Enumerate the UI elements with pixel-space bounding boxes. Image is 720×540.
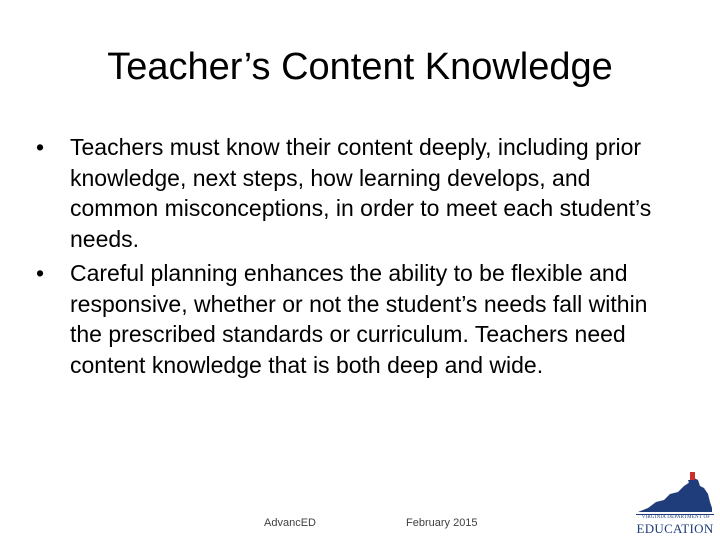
bullet-text: Careful planning enhances the ability to be flexible and responsive, whether or not the student’s needs fall within the prescribed standards or curriculum. Teachers need content knowledge that is both deep and wide.	[70, 260, 648, 378]
footer-organization: AdvancED	[264, 517, 316, 529]
bullet-marker: •	[36, 134, 45, 160]
footer-date: February 2015	[406, 517, 478, 529]
bullet-marker: •	[36, 260, 45, 286]
bullet-text: Teachers must know their content deeply, including prior knowledge, next steps, how learning develops, and common misconceptions, in order to meet each student’s needs.	[70, 134, 652, 252]
logo-education-text: EDUCATION	[636, 521, 714, 536]
bullet-item	[36, 258, 676, 380]
slide-title: Teacher’s Content Knowledge	[107, 46, 613, 88]
state-outline-icon	[634, 472, 716, 518]
logo-department-text: VIRGINIA DEPARTMENT OF	[641, 515, 711, 520]
bullet-list	[36, 132, 676, 384]
bullet-item	[36, 132, 676, 254]
virginia-education-logo-icon	[634, 472, 716, 536]
